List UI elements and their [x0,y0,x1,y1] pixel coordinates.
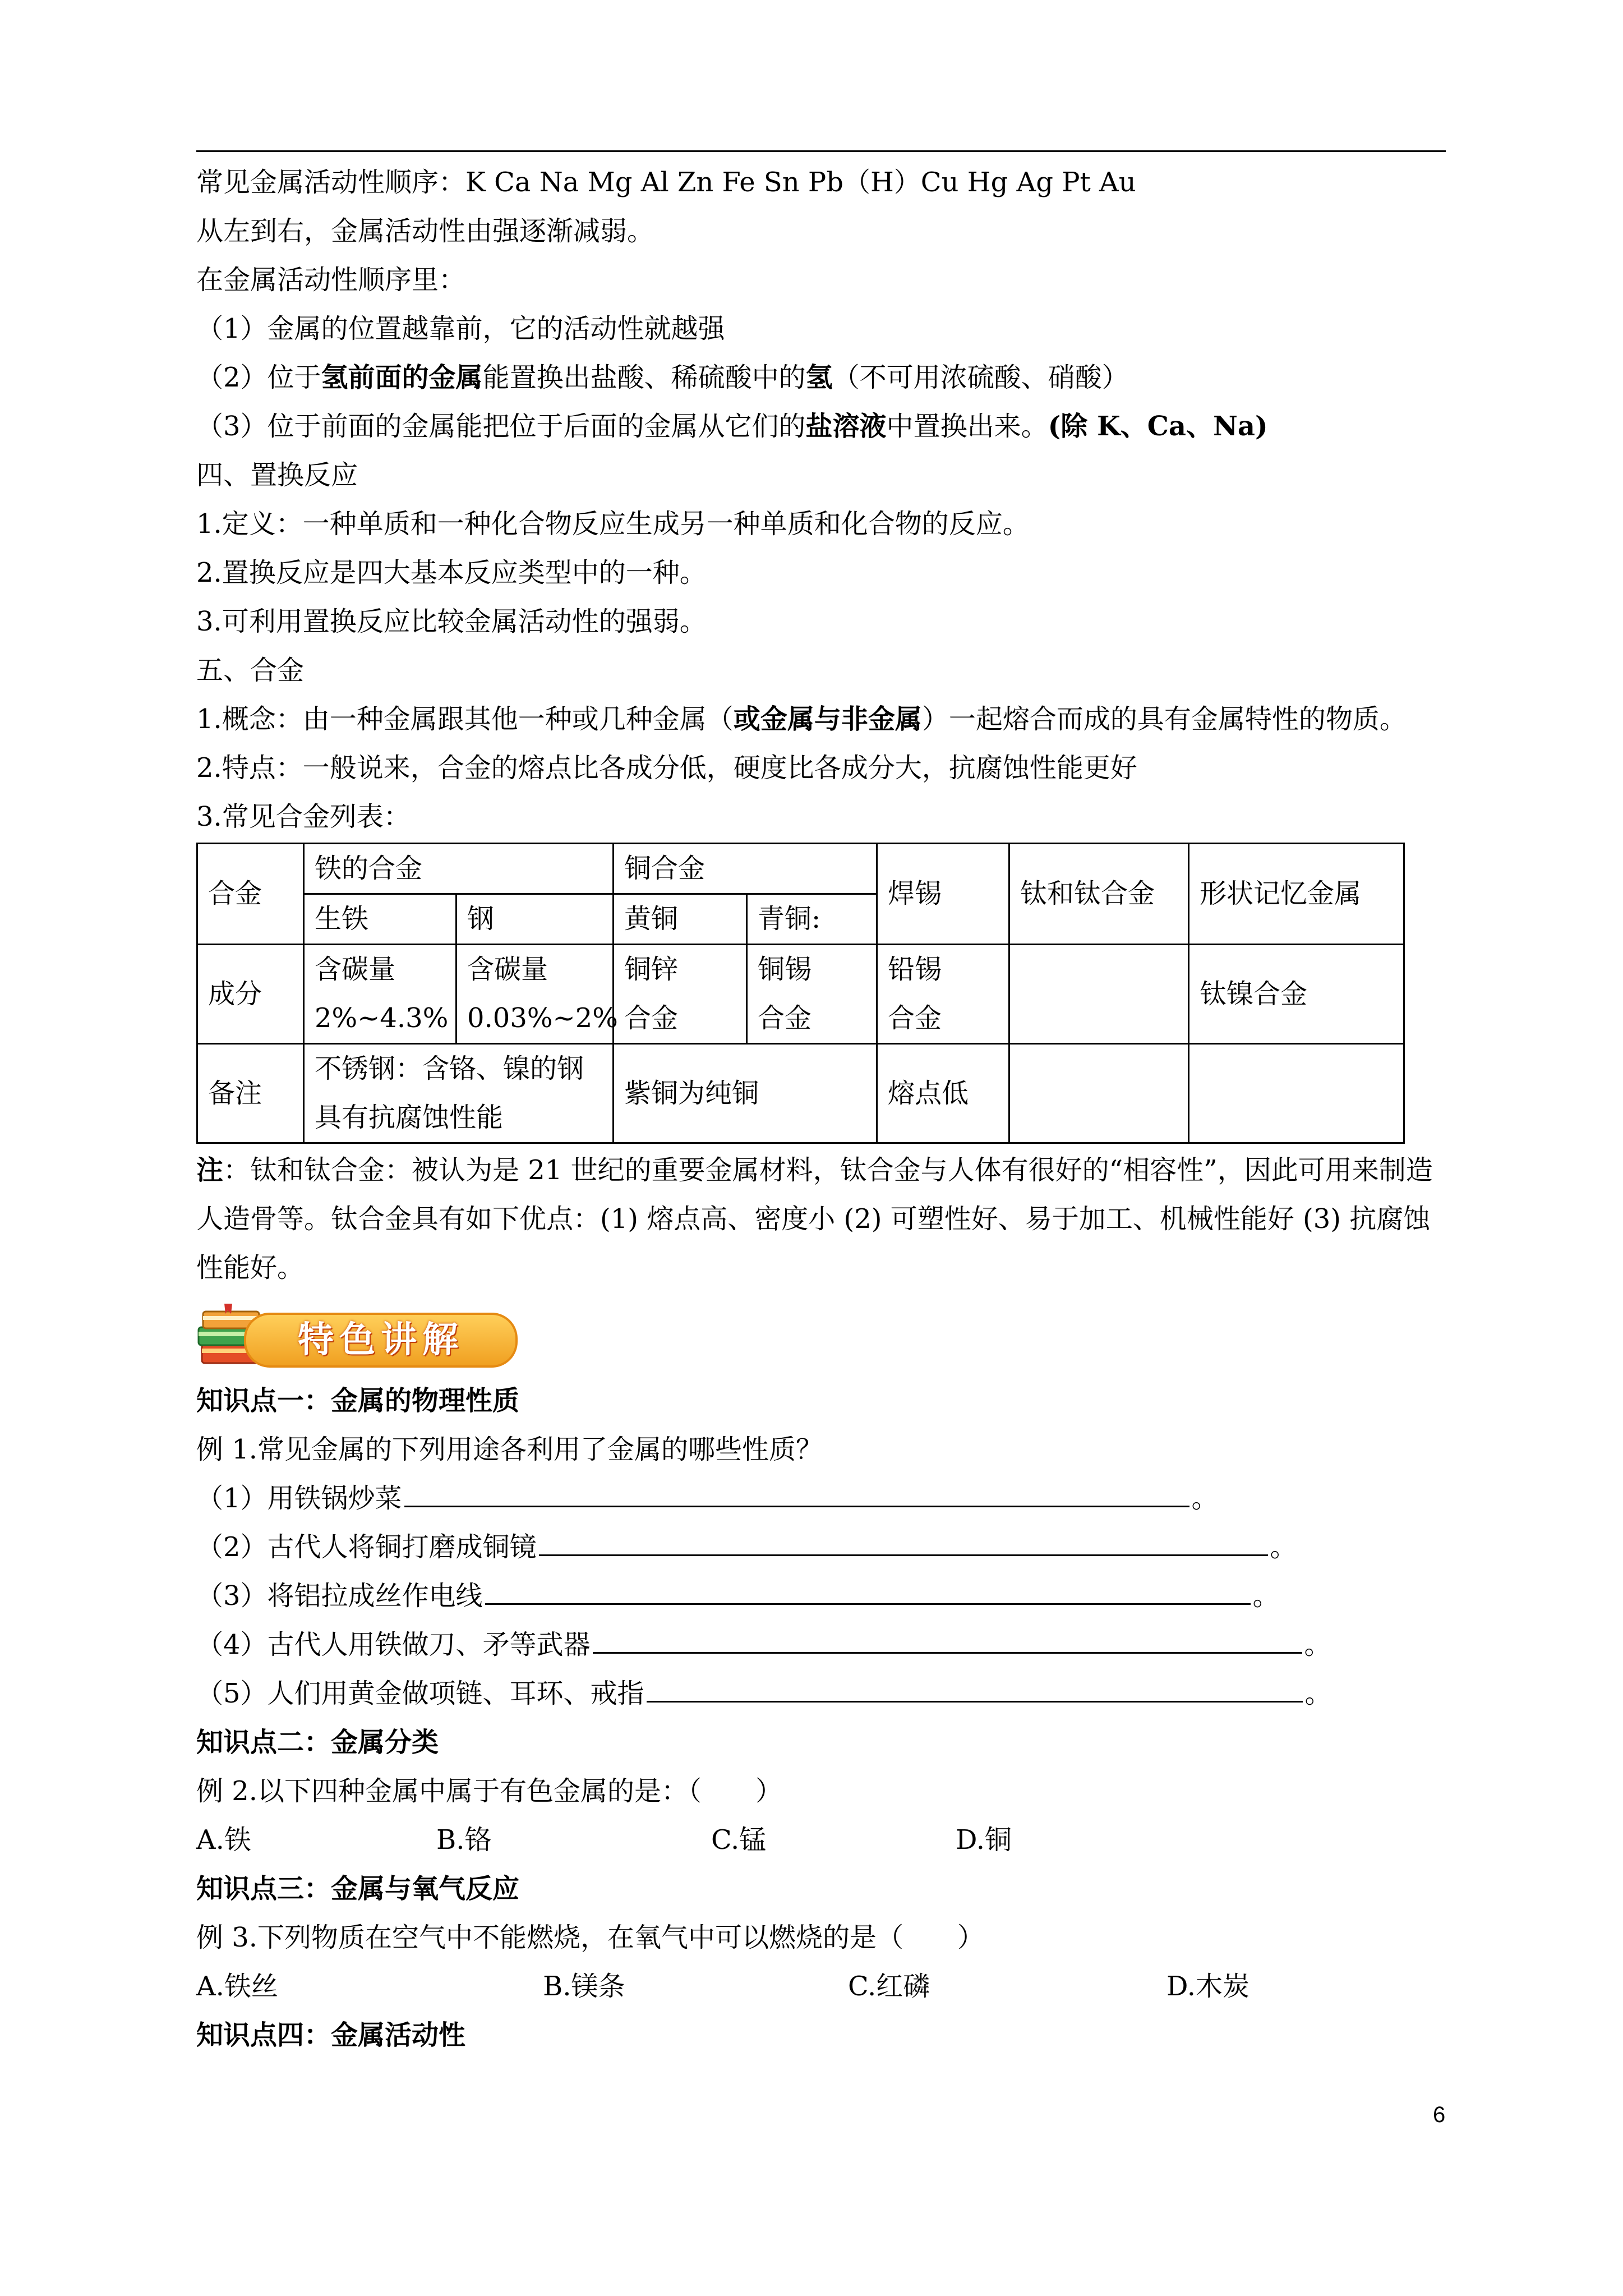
solder-comp-line2: 合金 [888,1002,942,1034]
table-header-copper: 铜合金 [614,844,877,894]
kp1-item-1-text: （1）用铁锅炒菜 [196,1483,402,1514]
activity-series-line: 常见金属活动性顺序：K Ca Na Mg Al Zn Fe Sn Pb（H）Cu Hg Ag Pt Au [196,167,1136,198]
table-cell-pigiron-comp [304,945,457,1044]
kp3-option-c[interactable]: C.红磷 [848,1971,930,2002]
kp3-option-b[interactable]: B.镁条 [543,1971,625,2002]
kp2-option-d[interactable]: D.铜 [956,1824,1012,1856]
table-cell-iron-note [304,1044,614,1143]
table-header-solder: 焊锡 [877,844,1009,945]
alloy-list-title: 3.常见合金列表： [196,801,411,832]
rule2-bold-metals: 氢前面的金属 [321,362,483,393]
kp2-question: 例 2.以下四种金属中属于有色金属的是：（ ） [196,1775,783,1807]
kp3-option-a[interactable]: A.铁丝 [196,1971,278,2002]
kp1-item-5-text: （5）人们用黄金做项链、耳环、戒指 [196,1678,644,1709]
table-header-alloy: 合金 [197,844,304,945]
banner-ribbon [244,1313,518,1368]
table-sub-steel: 钢 [457,894,614,945]
note-label: 注 [196,1154,224,1186]
rule2-text-e: （不可用浓硫酸、硝酸） [832,362,1129,393]
kp4-title: 知识点四：金属活动性 [196,2019,466,2051]
page-content [196,158,1446,2060]
kp1-item-5 [196,1669,1446,1718]
concept-text-a: 1.概念：由一种金属跟其他一种或几种金属（ [196,703,734,735]
table-cell-shape-note [1189,1044,1404,1143]
table-header-shape-memory: 形状记忆金属 [1189,844,1404,945]
table-cell-solder-note: 熔点低 [877,1044,1009,1143]
rule3-text-c: 中置换出来。 [886,411,1048,442]
displacement-item-3: 3.可利用置换反应比较金属活动性的强弱。 [196,606,707,637]
kp1-question: 例 1.常见金属的下列用途各利用了金属的哪些性质？ [196,1434,823,1465]
iron-note-line1: 不锈钢：含铬、镍的钢 [315,1053,584,1084]
table-row-label-composition: 成分 [197,945,304,1044]
rule2-bold-hydrogen: 氢 [805,362,833,393]
activity-rule-3 [196,402,1446,451]
feature-banner [191,1300,527,1373]
pigiron-comp-line2: 2%~4.3% [315,1002,449,1034]
activity-rule-1: （1）金属的位置越靠前，它的活动性就越强 [196,313,725,344]
table-cell-shape-comp: 钛镍合金 [1189,945,1404,1044]
kp3-question: 例 3.下列物质在空气中不能燃烧，在氧气中可以燃烧的是（ ） [196,1922,985,1953]
kp1-answer-blank-2[interactable] [539,1523,1268,1556]
pigiron-comp-line1: 含碳量 [315,954,396,985]
banner-title: 特色讲解 [298,1319,464,1361]
titanium-note [196,1146,1446,1292]
kp1-item-2-end: 。 [1270,1531,1297,1563]
kp2-options [196,1816,1446,1865]
kp2-title: 知识点二：金属分类 [196,1727,439,1758]
table-cell-titanium-comp [1009,945,1189,1044]
kp1-item-4-text: （4）古代人用铁做刀、矛等武器 [196,1629,591,1660]
section-4-heading: 四、置换反应 [196,459,358,491]
kp3-options [196,1962,1446,2011]
kp1-item-4-end: 。 [1304,1629,1331,1660]
table-sub-brass: 黄铜 [614,894,747,945]
brass-comp-line2: 合金 [624,1002,679,1034]
concept-text-c: ）一起熔合而成的具有金属特性的物质。 [921,703,1407,735]
kp3-title: 知识点三：金属与氧气反应 [196,1873,520,1904]
kp2-option-b[interactable]: B.铬 [436,1824,492,1856]
kp3-option-d[interactable]: D.木炭 [1166,1971,1250,2002]
rule2-text-c: 能置换出盐酸、稀硫酸中的 [482,362,806,393]
table-cell-brass-comp [614,945,747,1044]
kp1-answer-blank-5[interactable] [647,1669,1303,1703]
kp1-answer-blank-3[interactable] [485,1572,1251,1605]
displacement-item-2: 2.置换反应是四大基本反应类型中的一种。 [196,557,707,588]
kp1-item-5-end: 。 [1304,1678,1332,1709]
table-row-label-note: 备注 [197,1044,304,1143]
kp1-item-1-end: 。 [1191,1483,1219,1514]
kp1-answer-blank-4[interactable] [593,1621,1302,1654]
table-cell-titanium-note [1009,1044,1189,1143]
kp2-option-c[interactable]: C.锰 [711,1824,767,1856]
table-header-titanium: 钛和钛合金 [1009,844,1189,945]
rule3-bold-except: (除 K、Ca、Na) [1048,411,1268,442]
kp1-item-4 [196,1621,1446,1669]
bronze-comp-line1: 铜锡 [758,954,812,985]
note-text: ：钛和钛合金：被认为是 21 世纪的重要金属材料，钛合金与人体有很好的“相容性”，因此可用来制造人造骨等。钛合金具有如下优点：(1) 熔点高、密度小 (2) 可塑性好、易于加工、机械性能好 (3) 抗腐蚀性能好。 [196,1154,1433,1283]
kp1-title: 知识点一：金属的物理性质 [196,1385,520,1416]
rule2-text-a: （2）位于 [196,362,321,393]
table-cell-bronze-comp [747,945,877,1044]
brass-comp-line1: 铜锌 [624,954,679,985]
kp1-item-3-text: （3）将铝拉成丝作电线 [196,1580,483,1612]
rule3-text-a: （3）位于前面的金属能把位于后面的金属从它们的 [196,411,806,442]
kp1-item-2 [196,1523,1446,1572]
kp1-item-2-text: （2）古代人将铜打磨成铜镜 [196,1531,537,1563]
header-rule [196,150,1446,152]
steel-comp-line1: 含碳量 [467,954,548,985]
steel-comp-line2: 0.03%~2% [467,1002,618,1034]
activity-intro-line: 在金属活动性顺序里： [196,264,466,296]
displacement-item-1: 1.定义：一种单质和一种化合物反应生成另一种单质和化合物的反应。 [196,508,1030,540]
kp1-item-3 [196,1572,1446,1621]
concept-bold: 或金属与非金属 [733,703,922,735]
iron-note-line2: 具有抗腐蚀性能 [315,1102,504,1133]
table-sub-bronze: 青铜: [747,894,877,945]
activity-rule-2 [196,353,1446,402]
kp1-answer-blank-1[interactable] [404,1474,1189,1507]
activity-direction-line: 从左到右，金属活动性由强逐渐减弱。 [196,215,654,247]
kp1-item-3-end: 。 [1252,1580,1280,1612]
table-cell-copper-note: 紫铜为纯铜 [614,1044,877,1143]
table-sub-pigiron: 生铁 [304,894,457,945]
alloy-feature: 2.特点：一般说来，合金的熔点比各成分低，硬度比各成分大，抗腐蚀性能更好 [196,752,1137,784]
kp1-item-1 [196,1474,1446,1523]
bronze-comp-line2: 合金 [758,1002,812,1034]
solder-comp-line1: 铅锡 [888,954,942,985]
section-5-heading: 五、合金 [196,655,305,686]
alloy-table [196,843,1405,1144]
table-cell-solder-comp [877,945,1009,1044]
table-header-iron: 铁的合金 [304,844,614,894]
rule3-bold-salt: 盐溶液 [805,411,887,442]
table-cell-steel-comp [457,945,618,1044]
kp2-option-a[interactable]: A.铁 [196,1824,251,1856]
page-number: 6 [1433,2102,1446,2127]
alloy-concept [196,695,1446,744]
